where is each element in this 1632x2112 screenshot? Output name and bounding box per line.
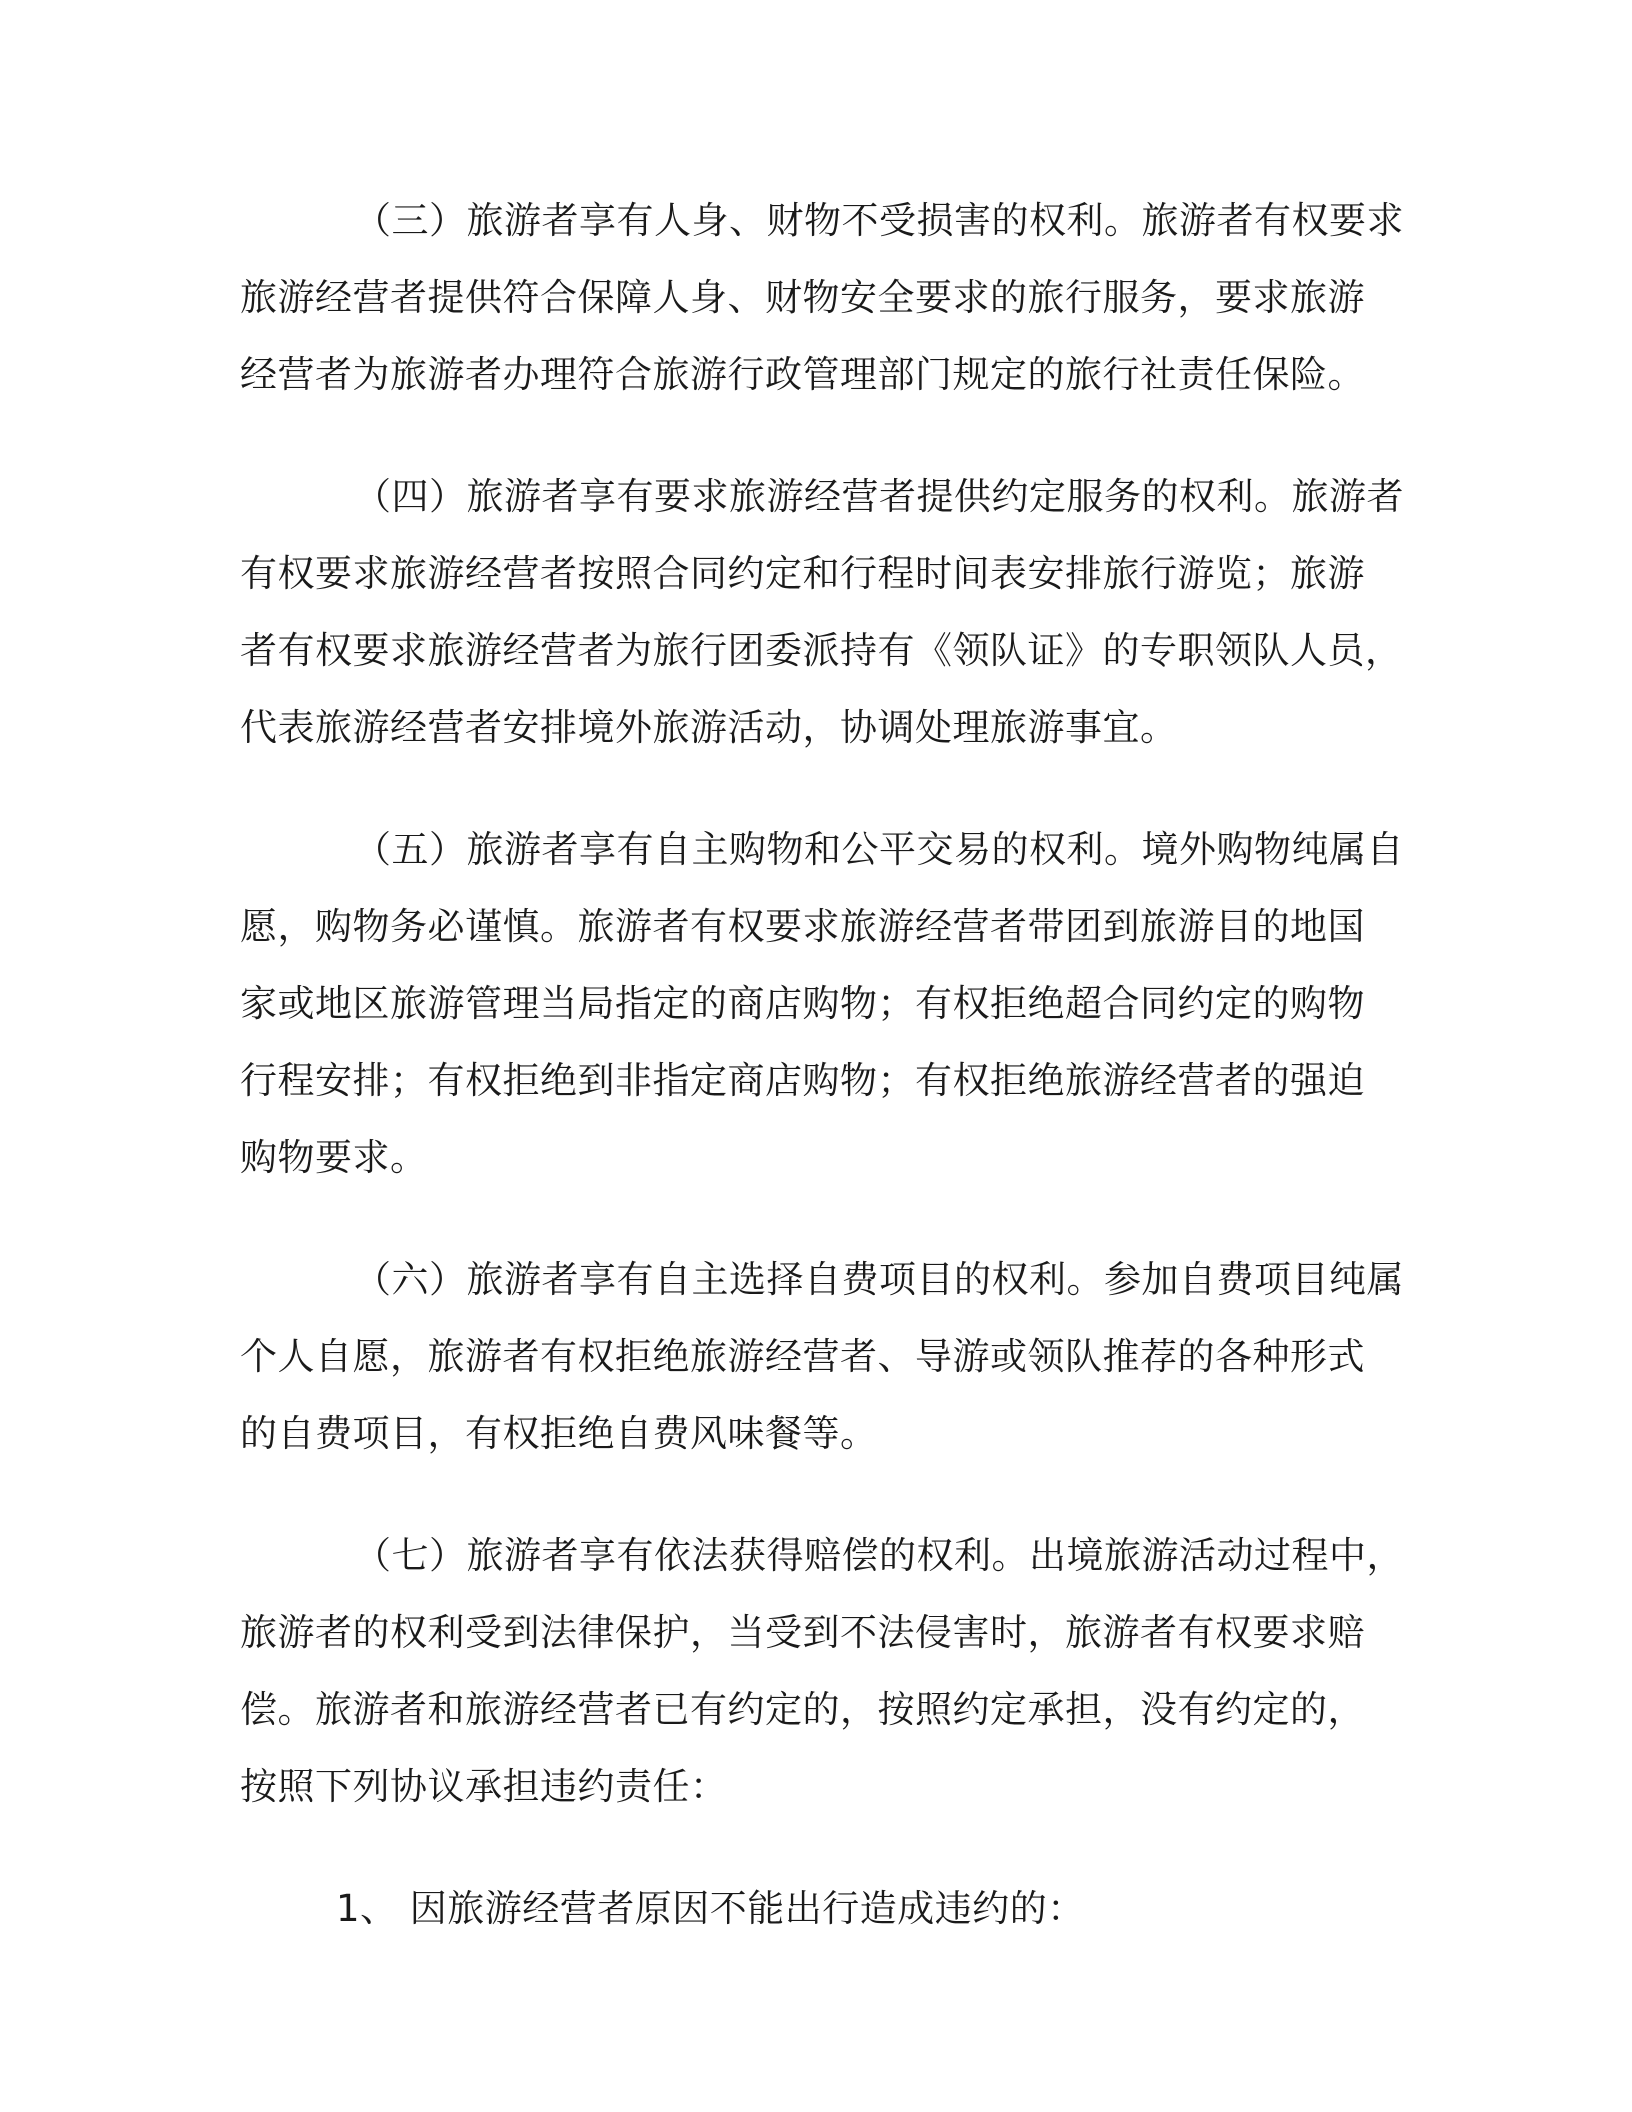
paragraph-line: 家或地区旅游管理当局指定的商店购物；有权拒绝超合同约定的购物: [240, 982, 1365, 1025]
paragraph-rights-services: [240, 458, 1404, 766]
paragraph-line: 按照下列协议承担违约责任：: [240, 1765, 728, 1808]
paragraph-rights-safety: [240, 182, 1404, 413]
paragraph-line: （五）旅游者享有自主购物和公平交易的权利。境外购物纯属自: [354, 828, 1404, 871]
paragraph-line: 偿。旅游者和旅游经营者已有约定的，按照约定承担，没有约定的，: [240, 1688, 1365, 1731]
paragraph-line: （六）旅游者享有自主选择自费项目的权利。参加自费项目纯属: [354, 1258, 1404, 1301]
paragraph-line: 的自费项目，有权拒绝自费风味餐等。: [240, 1412, 878, 1455]
paragraph-line: （三）旅游者享有人身、财物不受损害的权利。旅游者有权要求: [354, 199, 1404, 242]
paragraph-line: 有权要求旅游经营者按照合同约定和行程时间表安排旅行游览；旅游: [240, 552, 1365, 595]
paragraph-rights-compensation: [240, 1517, 1404, 1825]
paragraph-line: 购物要求。: [240, 1136, 428, 1179]
paragraph-line: 者有权要求旅游经营者为旅行团委派持有《领队证》的专职领队人员，: [240, 629, 1403, 672]
paragraph-line: 经营者为旅游者办理符合旅游行政管理部门规定的旅行社责任保险。: [240, 353, 1365, 396]
paragraph-line: 行程安排；有权拒绝到非指定商店购物；有权拒绝旅游经营者的强迫: [240, 1059, 1365, 1102]
paragraph-line: （七）旅游者享有依法获得赔偿的权利。出境旅游活动过程中，: [354, 1534, 1404, 1577]
paragraph-line: 旅游经营者提供符合保障人身、财物安全要求的旅行服务，要求旅游: [240, 276, 1365, 319]
numbered-list-item: 1、 因旅游经营者原因不能出行造成违约的：: [336, 1887, 1085, 1930]
paragraph-rights-optional-items: [240, 1241, 1404, 1472]
paragraph-line: 旅游者的权利受到法律保护，当受到不法侵害时，旅游者有权要求赔: [240, 1611, 1365, 1654]
paragraph-line: 愿，购物务必谨慎。旅游者有权要求旅游经营者带团到旅游目的地国: [240, 905, 1365, 948]
paragraph-line: 代表旅游经营者安排境外旅游活动，协调处理旅游事宜。: [240, 706, 1178, 749]
paragraph-rights-shopping: [240, 811, 1404, 1196]
paragraph-line: （四）旅游者享有要求旅游经营者提供约定服务的权利。旅游者: [354, 475, 1404, 518]
document-body: [240, 182, 1404, 1947]
paragraph-line: 个人自愿，旅游者有权拒绝旅游经营者、导游或领队推荐的各种形式: [240, 1335, 1365, 1378]
